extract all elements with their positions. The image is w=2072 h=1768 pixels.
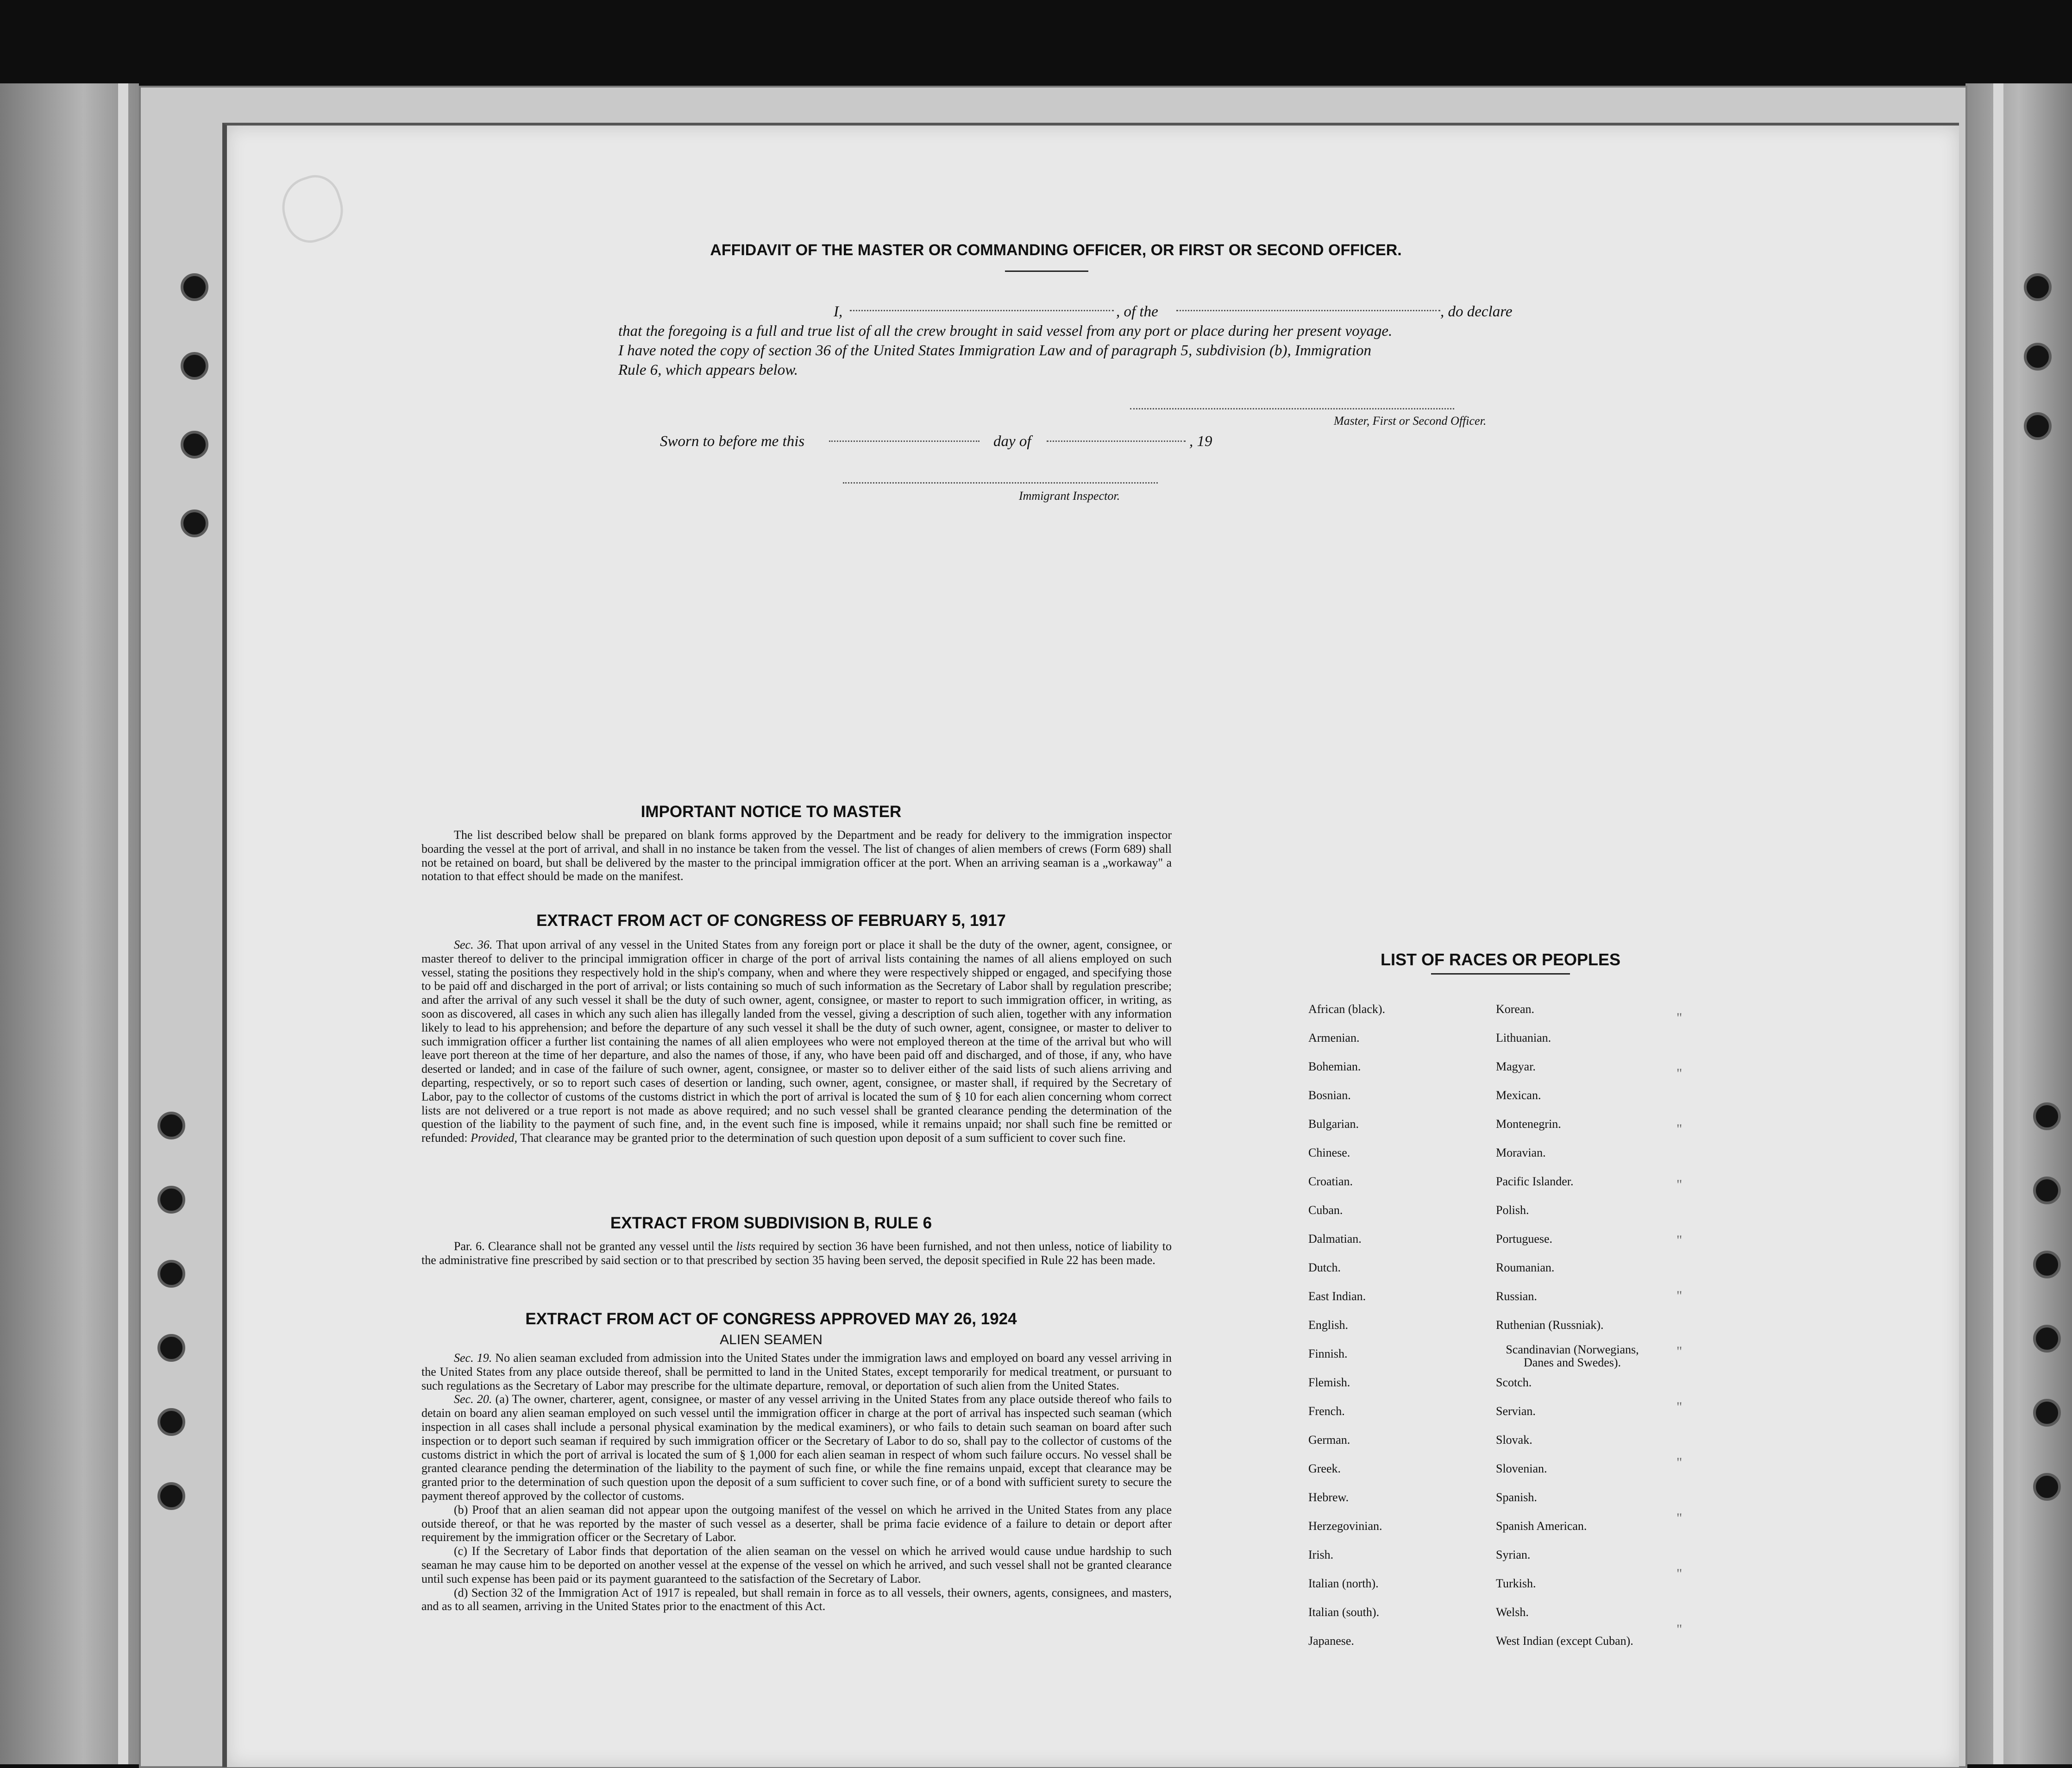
binder-hole	[2033, 1251, 2061, 1278]
sec36-paragraph	[421, 938, 1172, 1145]
race-item: Italian (south).	[1308, 1605, 1380, 1619]
binder-hole	[2024, 273, 2052, 301]
affidavit-title: AFFIDAVIT OF THE MASTER OR COMMANDING OFFICER, OR FIRST OR SECOND OFFICER.	[710, 241, 1402, 259]
binder-hole	[2033, 1177, 2061, 1204]
binder-hole	[157, 1482, 185, 1510]
race-item: Japanese.	[1308, 1634, 1354, 1648]
binder-hole	[2024, 412, 2052, 440]
alien-seamen-subtitle: ALIEN SEAMEN	[720, 1332, 823, 1347]
notice-text	[421, 828, 1172, 883]
race-item: Bulgarian.	[1308, 1117, 1359, 1131]
affidavit-line-4: Rule 6, which appears below.	[618, 362, 798, 378]
faint-mark: "	[1676, 1288, 1683, 1303]
subdivision-title: EXTRACT FROM SUBDIVISION B, RULE 6	[610, 1214, 932, 1232]
race-item: Spanish.	[1496, 1491, 1537, 1504]
race-item: Welsh.	[1496, 1605, 1529, 1619]
race-item: German.	[1308, 1433, 1350, 1447]
binder-strip-left	[0, 83, 139, 1764]
sec36-text: That upon arrival of any vessel in the United States from any foreign port or place it shall be the duty of the owner, agent, consignee, or master thereof to deliver to the principal immigration officer in charge of the port of arrival lists containing the names of all aliens employed on such vessel, stating the positions they respectively hold in the ship's company, when and where they were respectively shipped or engaged, and specifying those to be paid off and discharged in the port of arrival; or lists containing so much of such information as the Secretary of Labor shall by regulation prescribe; and after the arrival of any such vessel it shall be the duty of such owner, agent, consignee, or master to report to such immigration officer, in writing, as soon as discovered, all cases in which any such alien has illegally landed from the vessel, giving a description of such alien, together with any information likely to lead to his apprehension; and before the departure of any such vessel it shall be the duty of such owner, agent, consignee, or master to deliver to such immigration officer a further list containing the names of all alien employees who were not employed thereon at the time of the arrival but who will leave port thereon at the time of her departure, and also the names of those, if any, who have been paid off and discharged, and of those, if any, who have deserted or landed; and in case of the failure of such owner, agent, consignee, or master so to deliver either of the said lists of such aliens arriving and departing, respectively, or so to report such cases of desertion or landing, such owner, agent, consignee, or master shall, if required by the Secretary of Labor, pay to the collector of customs of the customs district in which the port of arrival is located the sum of § 10 for each alien concerning whom correct lists are not delivered or a true report is not made as above required; and no such vessel shall be granted clearance pending the determination of the question of the liability to the payment of such fine, and, in the event such fine is imposed, while it remains unpaid; nor shall such fine be remitted or refunded:	[421, 938, 1172, 1145]
binder-hole	[181, 510, 208, 537]
par6-text-b: required by section 36 have been furnished, and not then unless, notice of liability to the administrative fine prescribed by said section or to that prescribed by section 35 having been served, the deposit specified in Rule 22 has been made.	[421, 1239, 1172, 1267]
sec36-label: Sec. 36.	[454, 938, 493, 951]
race-item: Moravian.	[1496, 1146, 1546, 1159]
race-item: Magyar.	[1496, 1060, 1536, 1073]
day-blank[interactable]	[829, 440, 979, 442]
sec20b-paragraph: (b) Proof that an alien seaman did not appear upon the outgoing manifest of the vessel on which he arrived in the United States from any place outside thereof, or that he was reported by the master of such vessel as a deserter, shall be prima facie evidence of a failure to detain or deport after requirement by the immigration officer or the Secretary of Labor.	[421, 1503, 1172, 1544]
sec36-text-end: That clearance may be granted prior to the determination of such question upon deposit of a sum sufficient to cover such fine.	[520, 1131, 1126, 1145]
par6-text-a: Par. 6. Clearance shall not be granted any vessel until the	[454, 1239, 733, 1253]
race-item: West Indian (except Cuban).	[1496, 1634, 1633, 1648]
inspector-label: Immigrant Inspector.	[1019, 489, 1120, 503]
binder-hole	[157, 1408, 185, 1436]
race-item: Armenian.	[1308, 1031, 1360, 1044]
race-item: Slovenian.	[1496, 1462, 1547, 1475]
sec19-text: No alien seaman excluded from admission into the United States under the immigration laws and employed on board any vessel arriving in the United States from any place outside thereof, shall be permitted to land in the United States, except temporarily for medical treatment, or pursuant to such regulations as the Secretary of Labor may prescribe for the ultimate departure, removal, or deportation of such alien from the United States.	[421, 1351, 1172, 1392]
race-item: Cuban.	[1308, 1203, 1343, 1217]
sec20d-paragraph: (d) Section 32 of the Immigration Act of 1917 is repealed, but shall remain in force as to all vessels, their owners, agents, consignees, and masters, and as to all seamen, arriving in the United States prior to the enactment of this Act.	[421, 1586, 1172, 1613]
faint-mark: "	[1676, 1344, 1683, 1359]
race-item: Scotch.	[1496, 1376, 1532, 1389]
binder-hole	[2033, 1473, 2061, 1501]
race-item: Irish.	[1308, 1548, 1334, 1561]
race-item: Flemish.	[1308, 1376, 1350, 1389]
extract-1924-text	[421, 1351, 1172, 1613]
race-item: Hebrew.	[1308, 1491, 1349, 1504]
master-label: Master, First or Second Officer.	[1334, 414, 1487, 428]
notice-paragraph: The list described below shall be prepared on blank forms approved by the Department and be ready for delivery to the immigration inspector boarding the vessel at the port of arrival, and shall in no instance be taken from the vessel. The list of changes of alien members of crews (Form 689) shall not be retained on board, but shall be delivered by the master to the principal immigration officer at the port. When an arriving seaman is a „workaway" a notation to that effect should be made on the manifest.	[421, 828, 1172, 883]
race-item: Roumanian.	[1496, 1261, 1555, 1274]
title-rule	[1005, 271, 1088, 272]
binder-hole	[157, 1260, 185, 1288]
binder-hole	[157, 1186, 185, 1214]
race-item: Chinese.	[1308, 1146, 1350, 1159]
race-item: Dutch.	[1308, 1261, 1341, 1274]
day-of-label: day of	[993, 433, 1031, 450]
faint-mark: "	[1676, 1455, 1683, 1470]
race-item: Finnish.	[1308, 1347, 1348, 1360]
faint-mark: "	[1676, 1622, 1683, 1637]
faint-mark: "	[1676, 1066, 1683, 1081]
sworn-label: Sworn to before me this	[660, 433, 805, 450]
race-item: Mexican.	[1496, 1088, 1541, 1102]
sec20c-paragraph: (c) If the Secretary of Labor finds that deportation of the alien seaman on the vessel on which he arrived would cause undue hardship to such seaman he may cause him to be deported on another vessel at the expense of the vessel on which he arrived, and such vessel shall not be granted clearance until such expense has been paid or its payment guaranteed to the satisfaction of the Secretary of Labor.	[421, 1544, 1172, 1586]
affidavit-i-label: I,	[834, 303, 843, 320]
year-label: , 19	[1189, 433, 1212, 450]
faint-mark: "	[1676, 1121, 1683, 1137]
race-item: African (black).	[1308, 1002, 1386, 1016]
binder-hole	[181, 431, 208, 459]
binder-hole	[157, 1112, 185, 1139]
binder-edge	[1993, 83, 2003, 1764]
month-blank[interactable]	[1047, 440, 1186, 442]
binder-hole	[2024, 343, 2052, 371]
faint-mark: "	[1676, 1566, 1683, 1581]
race-item: Bosnian.	[1308, 1088, 1351, 1102]
race-item: Pacific Islander.	[1496, 1175, 1574, 1188]
binder-hole	[2033, 1102, 2061, 1130]
extract-1917-text	[421, 938, 1172, 1145]
race-item: Russian.	[1496, 1290, 1537, 1303]
lists-label: lists	[736, 1239, 756, 1253]
faint-mark: "	[1676, 1010, 1683, 1026]
race-item: Bohemian.	[1308, 1060, 1361, 1073]
faint-mark: "	[1676, 1233, 1683, 1248]
race-item: Syrian.	[1496, 1548, 1531, 1561]
binder-edge	[118, 83, 128, 1764]
race-item: Italian (north).	[1308, 1577, 1379, 1590]
race-item: Ruthenian (Russniak).	[1496, 1318, 1604, 1332]
binder-hole	[157, 1334, 185, 1362]
race-item: Korean.	[1496, 1002, 1535, 1016]
par6-paragraph	[421, 1239, 1172, 1267]
master-signature-blank[interactable]	[1130, 408, 1454, 409]
faint-mark: "	[1676, 1510, 1683, 1526]
race-item: Slovak.	[1496, 1433, 1532, 1447]
extract-1924-title: EXTRACT FROM ACT OF CONGRESS APPROVED MAY 26, 1924	[525, 1310, 1017, 1328]
inspector-signature-blank[interactable]	[843, 482, 1158, 484]
race-item: Herzegovinian.	[1308, 1519, 1382, 1533]
race-item: East Indian.	[1308, 1290, 1366, 1303]
provided-label: Provided,	[471, 1131, 517, 1145]
race-item: Turkish.	[1496, 1577, 1536, 1590]
races-title: LIST OF RACES OR PEOPLES	[1380, 950, 1621, 969]
notice-title: IMPORTANT NOTICE TO MASTER	[640, 803, 902, 821]
race-item: Polish.	[1496, 1203, 1529, 1217]
race-item: Scandinavian (Norwegians, Danes and Swedes).	[1506, 1343, 1639, 1369]
races-title-rule	[1431, 973, 1570, 975]
race-item: Greek.	[1308, 1462, 1341, 1475]
race-item: French.	[1308, 1404, 1345, 1418]
race-item: Portuguese.	[1496, 1232, 1553, 1246]
binder-hole	[2033, 1325, 2061, 1353]
race-item: Lithuanian.	[1496, 1031, 1551, 1044]
binder-hole	[2033, 1399, 2061, 1427]
sec19-paragraph	[421, 1351, 1172, 1392]
affidavit-do-declare-label: , do declare	[1440, 303, 1513, 320]
affidavit-line-3: I have noted the copy of section 36 of the United States Immigration Law and of paragraph 5, subdivision (b), Immigration	[618, 342, 1372, 359]
sec20a-text: (a) The owner, charterer, agent, consignee, or master of any vessel arriving in the United States from any place outside thereof who fails to detain on board any alien seaman employed on such vessel until the immigration officer in charge at the port of arrival has inspected such seaman (which inspection in all cases shall include a personal physical examination by the medical examiners), or who fails to detain such seaman on board after such inspection or to deport such seaman if required by such immigration officer or the Secretary of Labor to do so, shall pay to the collector of customs of the customs district in which the port of arrival is located the sum of § 1,000 for each alien seaman in respect of whom such failure occurs. No vessel shall be granted clearance pending the determination of the liability to the payment of such fine, or while the fine remains unpaid, except that clearance may be granted prior to the determination of such question upon the deposit of a sum sufficient to cover such fine, or of a bond with sufficient surety to secure the payment thereof approved by the collector of customs.	[421, 1392, 1172, 1503]
affidavit-of-the-label: , of the	[1116, 303, 1158, 320]
sec20a-paragraph	[421, 1392, 1172, 1503]
extract-1917-title: EXTRACT FROM ACT OF CONGRESS OF FEBRUARY 5, 1917	[536, 912, 1006, 930]
race-item: Croatian.	[1308, 1175, 1353, 1188]
vessel-blank[interactable]	[1176, 310, 1440, 311]
faint-mark: "	[1676, 1177, 1683, 1192]
race-item: Montenegrin.	[1496, 1117, 1561, 1131]
race-item: Spanish American.	[1496, 1519, 1587, 1533]
binder-hole	[181, 352, 208, 380]
binder-strip-right	[1965, 83, 2072, 1764]
faint-mark: "	[1676, 1399, 1683, 1415]
affidavit-line-2: that the foregoing is a full and true list of all the crew brought in said vessel from any port or place during her present voyage.	[618, 323, 1393, 340]
race-item: English.	[1308, 1318, 1348, 1332]
faint-signature	[274, 169, 352, 249]
manifest-page	[222, 123, 1959, 1767]
sec20-label: Sec. 20.	[454, 1392, 492, 1406]
name-blank[interactable]	[850, 310, 1114, 311]
binder-hole	[181, 273, 208, 301]
race-item: Servian.	[1496, 1404, 1536, 1418]
sec19-label: Sec. 19.	[454, 1351, 492, 1365]
race-item: Dalmatian.	[1308, 1232, 1362, 1246]
subdivision-text	[421, 1239, 1172, 1267]
